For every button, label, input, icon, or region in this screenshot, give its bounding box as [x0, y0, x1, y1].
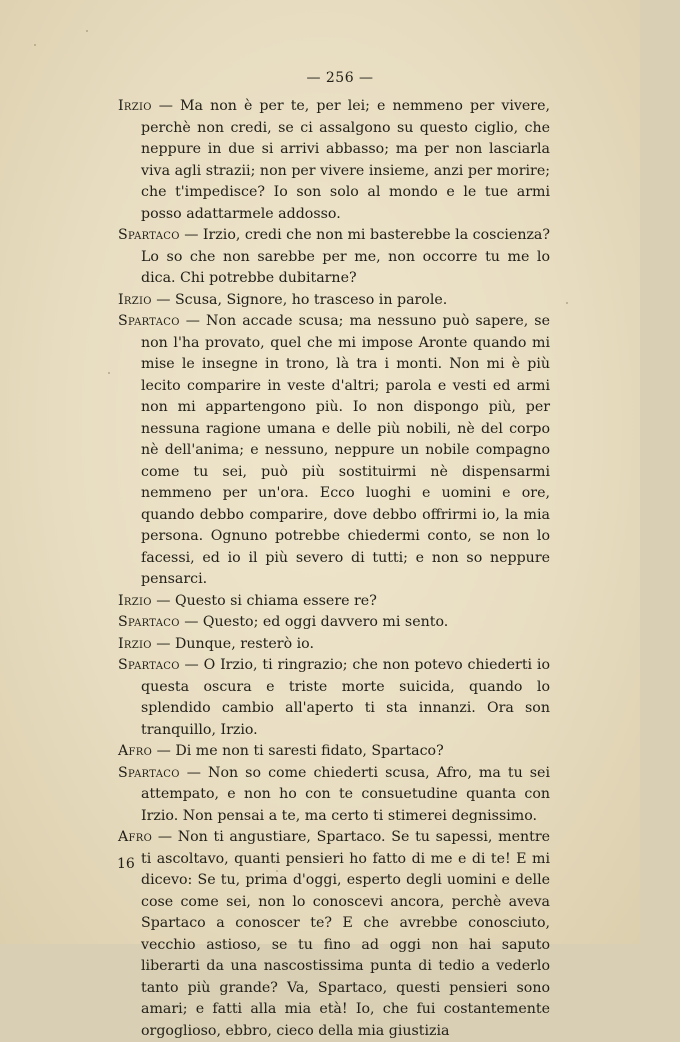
speaker-name: Spartaco [118, 764, 180, 781]
speech-spartaco-3 [118, 612, 550, 634]
speaker-name: Irzio [118, 291, 152, 308]
paper-speck [276, 870, 278, 872]
speech-afro-2 [118, 827, 550, 1042]
speaker-name: Spartaco [118, 227, 180, 243]
speech-text: — Non so come chiederti scusa, Afro, ma tu sei attempato, e non ho con te consuetudine quanta con Irzio. Non pensai a te, ma certo ti stimerei degnissimo. [141, 764, 550, 824]
speech-irzio-4 [118, 634, 550, 656]
speaker-name: Spartaco [118, 614, 180, 630]
paper-speck [86, 30, 88, 32]
paper-speck [108, 372, 110, 374]
speech-irzio-2 [118, 290, 550, 312]
speech-spartaco-2 [118, 311, 550, 591]
speech-text: — Irzio, credi che non mi basterebbe la coscienza? Lo so che non sarebbe per me, non occorre tu me lo dica. Chi potrebbe dubitarne? [141, 227, 550, 286]
speech-text: — Scusa, Signore, ho trasceso in parole. [151, 291, 448, 308]
speaker-name: Irzio [118, 592, 152, 609]
speaker-name: Afro [118, 829, 153, 845]
speaker-name: Irzio [118, 98, 152, 114]
speaker-name: Spartaco [118, 657, 180, 673]
speech-spartaco-1 [118, 225, 550, 290]
speaker-name: Spartaco [118, 313, 180, 329]
speech-spartaco-4 [118, 655, 550, 741]
paper-speck [566, 302, 568, 304]
paper-speck [34, 44, 36, 46]
speech-text: — Questo si chiama essere re? [151, 592, 377, 609]
signature-mark: 16 [117, 856, 135, 872]
speech-spartaco-5 [118, 763, 550, 828]
dialogue-text [118, 96, 550, 1042]
speaker-name: Irzio [118, 635, 152, 652]
speech-irzio-1 [118, 96, 550, 225]
speech-text: — Questo; ed oggi davvero mi sento. [179, 614, 449, 630]
speech-text: — Non accade scusa; ma nessuno può sapere, se non l'ha provato, quel che mi impose Aronte quando mi mise le insegne in trono, là tra i monti. Non mi è più lecito comparire in veste d'altri; parola e vesti ed armi non mi appartengono più. Io non dispongo più, per nessuna ragione umana e delle più nobili, nè del corpo nè dell'anima; e nessuno, neppure un nobile compagno come tu sei, può più sostituirmi nè dispensarmi nemmeno per un'ora. Ecco luoghi e uomini e ore, quando debbo comparire, dove debbo offrirmi io, la mia persona. Ognuno potrebbe chiedermi conto, se non lo facessi, ed io il più severo di tutti; e non so neppure pensarci. [141, 313, 550, 587]
speaker-name: Afro [118, 743, 153, 759]
page-number: — 256 — [306, 70, 374, 86]
speech-text: — Non ti angustiare, Spartaco. Se tu sapessi, mentre ti ascoltavo, quanti pensieri ho fatto di me e di te! E mi dicevo: Se tu, prima d'oggi, esperto degli uomini e delle cose come sei, non lo conoscevi ancora, perchè aveva Spartaco a conoscer te? E che avrebbe conosciuto, vecchio astioso, se tu fino ad oggi non hai saputo liberarti da una nascostissima punta di tedio a vederlo tanto più grande? Va, Spartaco, questi pensieri sono amari; e fatti alla mia età! Io, che fui costantemente orgoglioso, ebbro, cieco della mia giustizia [141, 829, 550, 1039]
speech-irzio-3 [118, 591, 550, 613]
speech-text: — Dunque, resterò io. [151, 635, 314, 652]
speech-text: — Ma non è per te, per lei; e nemmeno per vivere, perchè non credi, se ci assalgono su questo ciglio, che neppure in due si arrivi abbasso; ma per non lasciarla viva agli strazii; non per vivere insieme, anzi per morire; che t'impedisce? Io son solo al mondo e le tue armi posso adattarmele addosso. [141, 98, 550, 222]
speech-text: — Di me non ti saresti fidato, Spartaco? [152, 743, 444, 759]
speech-text: — O Irzio, ti ringrazio; che non potevo chiederti io questa oscura e triste morte suicida, quando lo splendido cambio all'aperto ti sta innanzi. Ora son tranquillo, Irzio. [141, 657, 550, 738]
speech-afro-1 [118, 741, 550, 763]
